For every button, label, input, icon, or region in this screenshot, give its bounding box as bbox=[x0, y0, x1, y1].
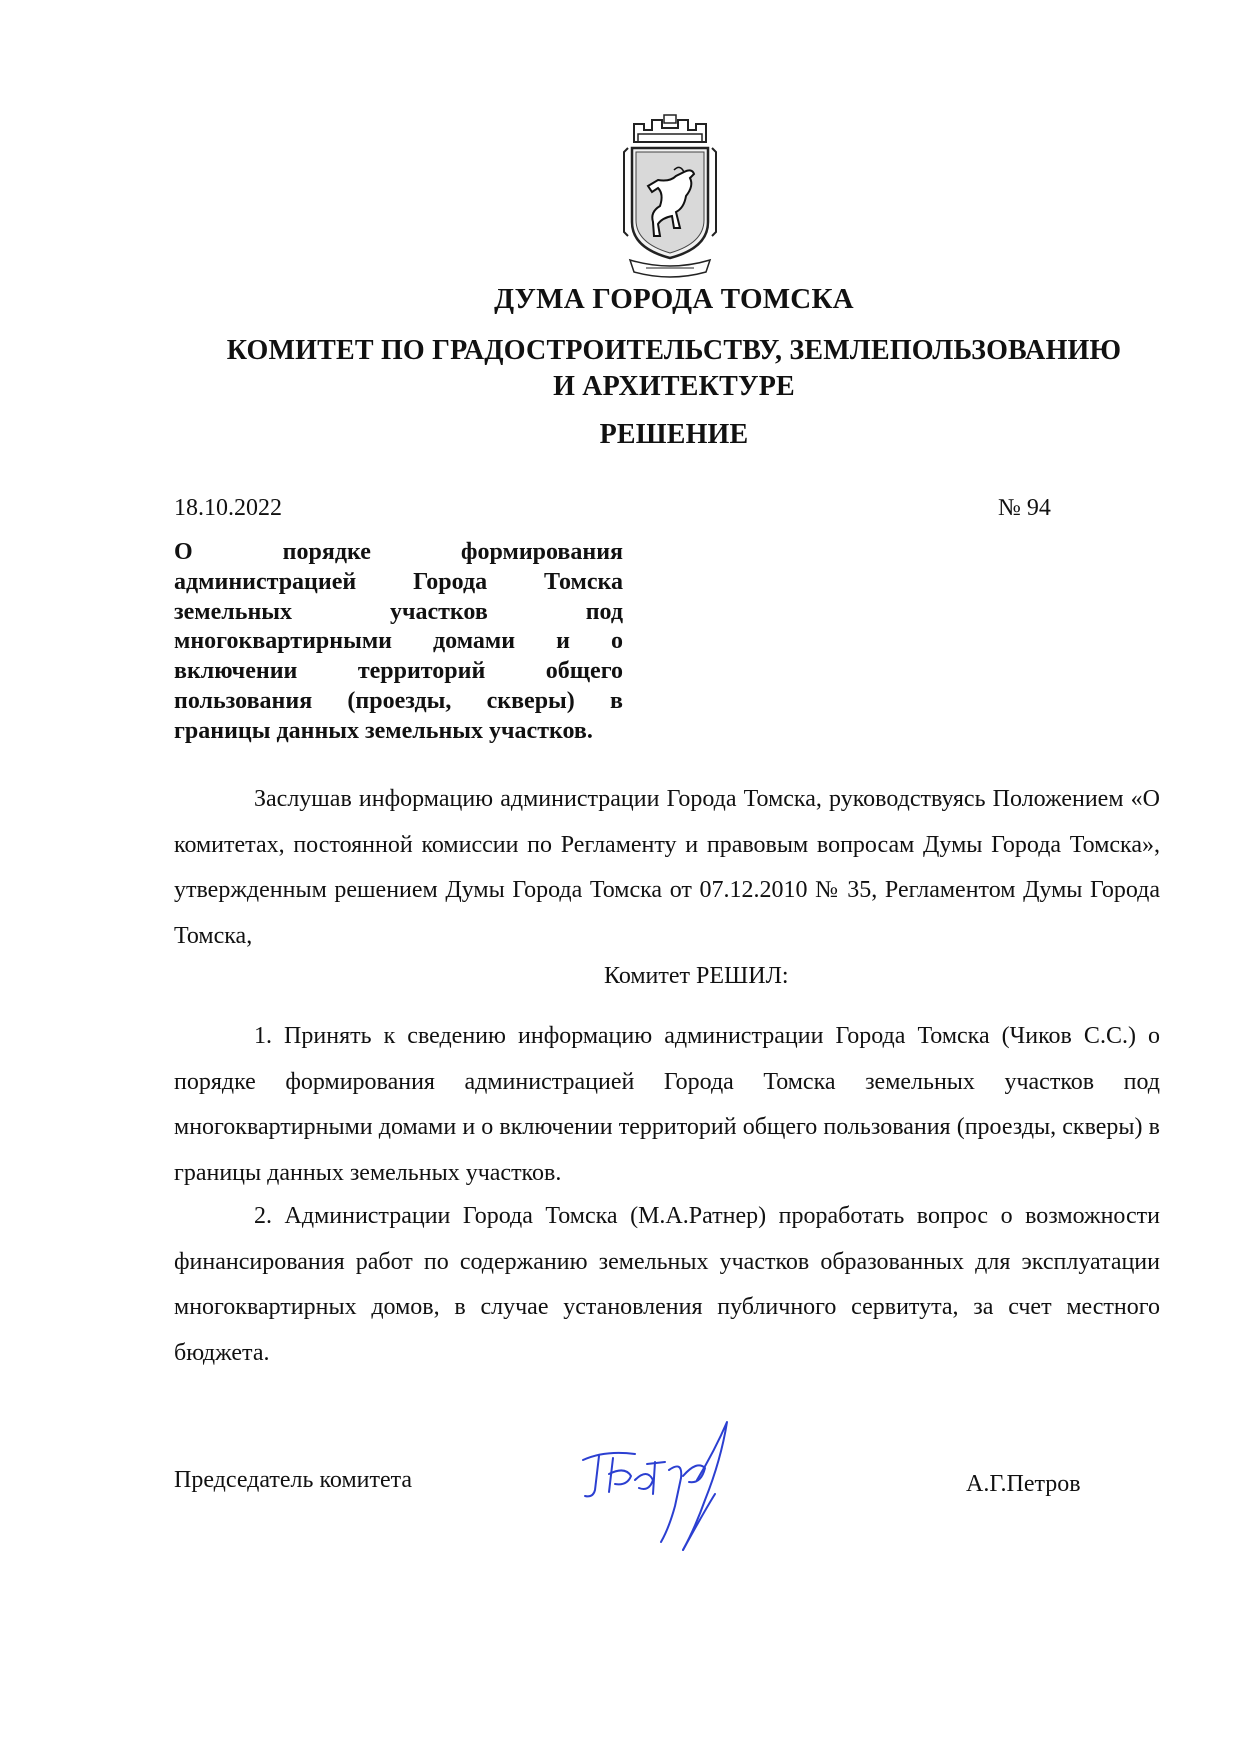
chair-label: Председатель комитета bbox=[174, 1467, 413, 1493]
committee-name-line1: КОМИТЕТ ПО ГРАДОСТРОИТЕЛЬСТВУ, ЗЕМЛЕПОЛЬЗОВАНИЮ bbox=[226, 335, 1122, 366]
subject-line: пользования (проезды, скверы) в bbox=[174, 687, 623, 714]
subject-line: администрацией Города Томска bbox=[174, 568, 623, 595]
document-type: РЕШЕНИЕ bbox=[599, 419, 749, 450]
decision-item-1: 1. Принять к сведению информацию администрации Города Томска (Чиков С.С.) о порядке формирования администрацией Города Томска земельных участков под многоквартирными домами и о включении территорий общего пользования (проезды, скверы) в границы данных земельных участков. bbox=[174, 1023, 1160, 1186]
committee-name-line2: И АРХИТЕКТУРЕ bbox=[553, 371, 795, 402]
handwritten-signature bbox=[565, 1410, 755, 1560]
tomsk-coat-of-arms-icon bbox=[620, 112, 720, 282]
chair-name: А.Г.Петров bbox=[966, 1471, 1081, 1497]
subject-line: границы данных земельных участков. bbox=[174, 717, 593, 744]
document-subject bbox=[174, 538, 623, 747]
document-date: 18.10.2022 bbox=[174, 495, 282, 521]
document-number: № 94 bbox=[998, 495, 1051, 521]
subject-line: многоквартирными домами и о bbox=[174, 628, 623, 655]
subject-line: включении территорий общего bbox=[174, 658, 623, 685]
decision-item-2: 2. Администрации Города Томска (М.А.Ратнер) проработать вопрос о возможности финансирования работ по содержанию земельных участков образованных для эксплуатации многоквартирных домов, в случае установления публичного сервитута, за счет местного бюджета. bbox=[174, 1203, 1160, 1366]
committee-name bbox=[0, 333, 1240, 405]
subject-line: земельных участков под bbox=[174, 598, 623, 625]
organization-name: ДУМА ГОРОДА ТОМСКА bbox=[494, 283, 854, 315]
resolved-heading: Комитет РЕШИЛ: bbox=[604, 963, 789, 989]
preamble-paragraph: Заслушав информацию администрации Города Томска, руководствуясь Положением «О комитетах, постоянной комиссии по Регламенту и правовым вопросам Думы Города Томска», утвержденным решением Думы Города Томска от 07.12.2010 № 35, Регламентом Думы Города Томска, bbox=[174, 786, 1160, 949]
subject-line: О порядке формирования bbox=[174, 539, 623, 565]
